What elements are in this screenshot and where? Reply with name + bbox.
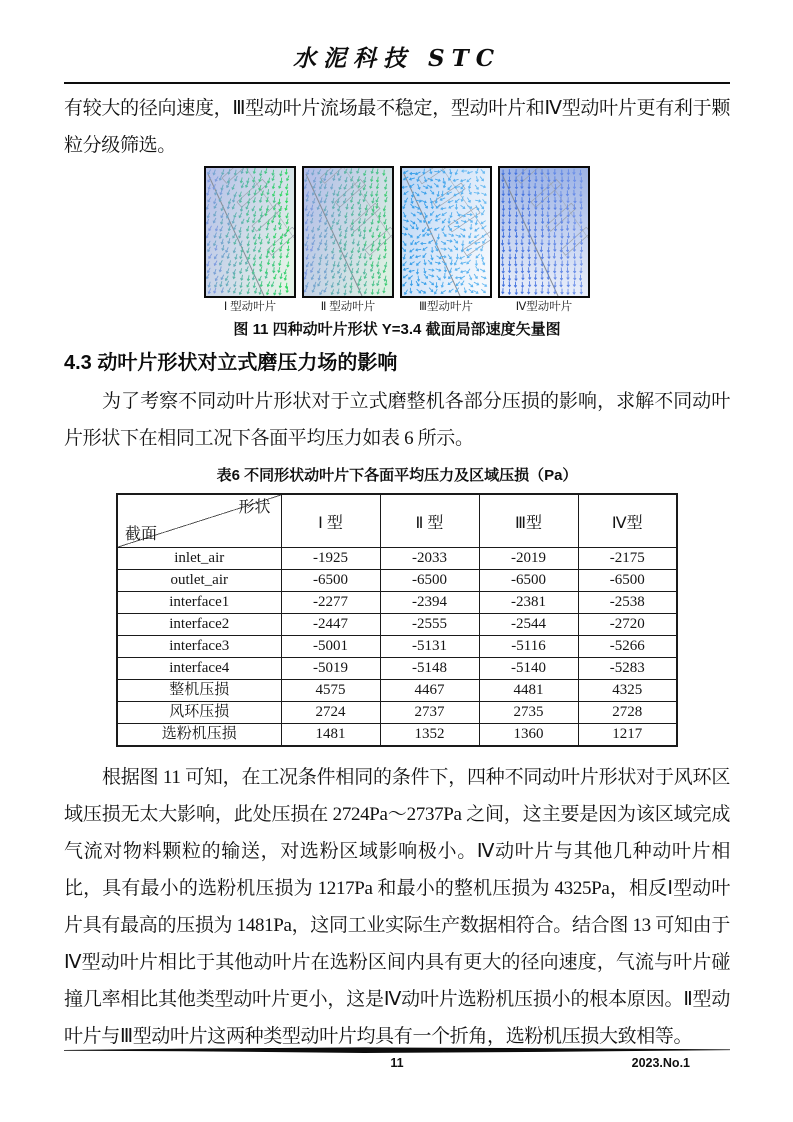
cell-value: 2724 bbox=[281, 702, 380, 724]
cell-value: -6500 bbox=[281, 570, 380, 592]
table-row bbox=[117, 570, 677, 592]
page-header bbox=[64, 0, 730, 74]
cell-value: 1481 bbox=[281, 724, 380, 747]
panel-label: Ⅱ 型动叶片 bbox=[320, 301, 376, 313]
figure-caption: 图 11 四种动叶片形状 Y=3.4 截面局部速度矢量图 bbox=[233, 321, 561, 338]
cell-value: 1217 bbox=[578, 724, 677, 747]
cell-value: -5266 bbox=[578, 636, 677, 658]
column-header: Ⅱ 型 bbox=[380, 494, 479, 548]
column-header: Ⅰ 型 bbox=[281, 494, 380, 548]
cell-value: -2447 bbox=[281, 614, 380, 636]
header-divider bbox=[64, 82, 730, 84]
row-label: interface2 bbox=[117, 614, 281, 636]
flow-field-panel bbox=[204, 166, 296, 298]
cell-value: -2175 bbox=[578, 548, 677, 570]
cell-value: 1360 bbox=[479, 724, 578, 747]
paragraph-analysis: 根据图 11 可知，在工况条件相同的条件下，四种不同动叶片形状对于风环区域压损无太大影响，此处压损在 2724Pa～2737Pa 之间，这主要是因为该区域完成气流对物料颗粒的输送，对选粉区域影响极小。Ⅳ动叶片与其他几种动叶片相比，具有最小的选粉机压损为 1217Pa 和最小的整机压损为 4325Pa，相反Ⅰ型动叶片具有最高的压损为 1481Pa，这同工业实际生产数据相符合。结合图 13 可知由于Ⅳ型动叶片相比于其他动叶片在选粉区间内具有更大的径向速度，气流与叶片碰撞几率相比其他类型动叶片更小，这是Ⅳ动叶片选粉机压损小的根本原因。Ⅱ型动叶片与Ⅲ型动叶片这两种类型动叶片均具有一个折角，选粉机压损大致相等。 bbox=[64, 767, 730, 1047]
row-label: interface1 bbox=[117, 592, 281, 614]
table-row bbox=[117, 548, 677, 570]
flow-field-panel bbox=[498, 166, 590, 298]
corner-header-cell bbox=[117, 494, 281, 548]
figure-panel-labels bbox=[64, 300, 730, 315]
footer-divider bbox=[64, 1046, 730, 1055]
table-row bbox=[117, 592, 677, 614]
figure-panels bbox=[64, 166, 730, 298]
cell-value: -5131 bbox=[380, 636, 479, 658]
cell-value: -2033 bbox=[380, 548, 479, 570]
page-number: 11 bbox=[390, 1056, 404, 1070]
cell-value: -6500 bbox=[380, 570, 479, 592]
section-heading: 4.3 动叶片形状对立式磨压力场的影响 bbox=[64, 352, 398, 374]
corner-label-shape: 形状 bbox=[238, 499, 271, 516]
paragraph-intro: 有较大的径向速度，Ⅲ型动叶片流场最不稳定，型动叶片和Ⅳ型动叶片更有利于颗粒分级筛选。 bbox=[64, 98, 730, 156]
row-label: outlet_air bbox=[117, 570, 281, 592]
table-row bbox=[117, 636, 677, 658]
cell-value: -5001 bbox=[281, 636, 380, 658]
issue-number: 2023.No.1 bbox=[631, 1056, 690, 1070]
table-caption: 表6 不同形状动叶片下各面平均压力及区域压损（Pa） bbox=[216, 467, 578, 484]
table-row bbox=[117, 702, 677, 724]
figure-11 bbox=[64, 166, 730, 340]
panel-label: Ⅲ型动叶片 bbox=[419, 301, 473, 313]
cell-value: 4325 bbox=[578, 680, 677, 702]
cell-value: -2381 bbox=[479, 592, 578, 614]
panel-label: Ⅰ 型动叶片 bbox=[223, 301, 277, 313]
cell-value: 2728 bbox=[578, 702, 677, 724]
row-label: interface4 bbox=[117, 658, 281, 680]
cell-value: -2555 bbox=[380, 614, 479, 636]
pressure-table-body bbox=[117, 494, 677, 746]
table-row bbox=[117, 658, 677, 680]
cell-value: -2538 bbox=[578, 592, 677, 614]
flow-field-panel bbox=[400, 166, 492, 298]
cell-value: -2277 bbox=[281, 592, 380, 614]
cell-value: -2544 bbox=[479, 614, 578, 636]
cell-value: -5116 bbox=[479, 636, 578, 658]
table-row bbox=[117, 724, 677, 747]
footer-row bbox=[64, 1056, 730, 1072]
column-header: Ⅲ型 bbox=[479, 494, 578, 548]
page-footer bbox=[64, 1046, 730, 1072]
cell-value: 2735 bbox=[479, 702, 578, 724]
row-label: 风环压损 bbox=[117, 702, 281, 724]
row-label: interface3 bbox=[117, 636, 281, 658]
cell-value: 4481 bbox=[479, 680, 578, 702]
cell-value: -5019 bbox=[281, 658, 380, 680]
cell-value: 4575 bbox=[281, 680, 380, 702]
cell-value: -6500 bbox=[479, 570, 578, 592]
table-header-row bbox=[117, 494, 677, 548]
flow-field-panel bbox=[302, 166, 394, 298]
cell-value: -2720 bbox=[578, 614, 677, 636]
paragraph-table-intro: 为了考察不同动叶片形状对于立式磨整机各部分压损的影响，求解不同动叶片形状下在相同工况下各面平均压力如表 6 所示。 bbox=[64, 391, 730, 449]
cell-value: 1352 bbox=[380, 724, 479, 747]
panel-label: Ⅳ型动叶片 bbox=[515, 301, 573, 313]
cell-value: -5283 bbox=[578, 658, 677, 680]
footer-divider-stroke bbox=[64, 1047, 730, 1053]
cell-value: 4467 bbox=[380, 680, 479, 702]
row-label: 整机压损 bbox=[117, 680, 281, 702]
pressure-table bbox=[116, 493, 678, 747]
cell-value: -1925 bbox=[281, 548, 380, 570]
cell-value: -2019 bbox=[479, 548, 578, 570]
row-label: 选粉机压损 bbox=[117, 724, 281, 747]
cell-value: -5140 bbox=[479, 658, 578, 680]
table-row bbox=[117, 680, 677, 702]
table-row bbox=[117, 614, 677, 636]
row-label: inlet_air bbox=[117, 548, 281, 570]
column-header: Ⅳ型 bbox=[578, 494, 677, 548]
cell-value: 2737 bbox=[380, 702, 479, 724]
cell-value: -2394 bbox=[380, 592, 479, 614]
corner-label-section: 截面 bbox=[125, 526, 158, 543]
journal-title: 水泥科技 STC bbox=[292, 45, 502, 72]
cell-value: -6500 bbox=[578, 570, 677, 592]
cell-value: -5148 bbox=[380, 658, 479, 680]
